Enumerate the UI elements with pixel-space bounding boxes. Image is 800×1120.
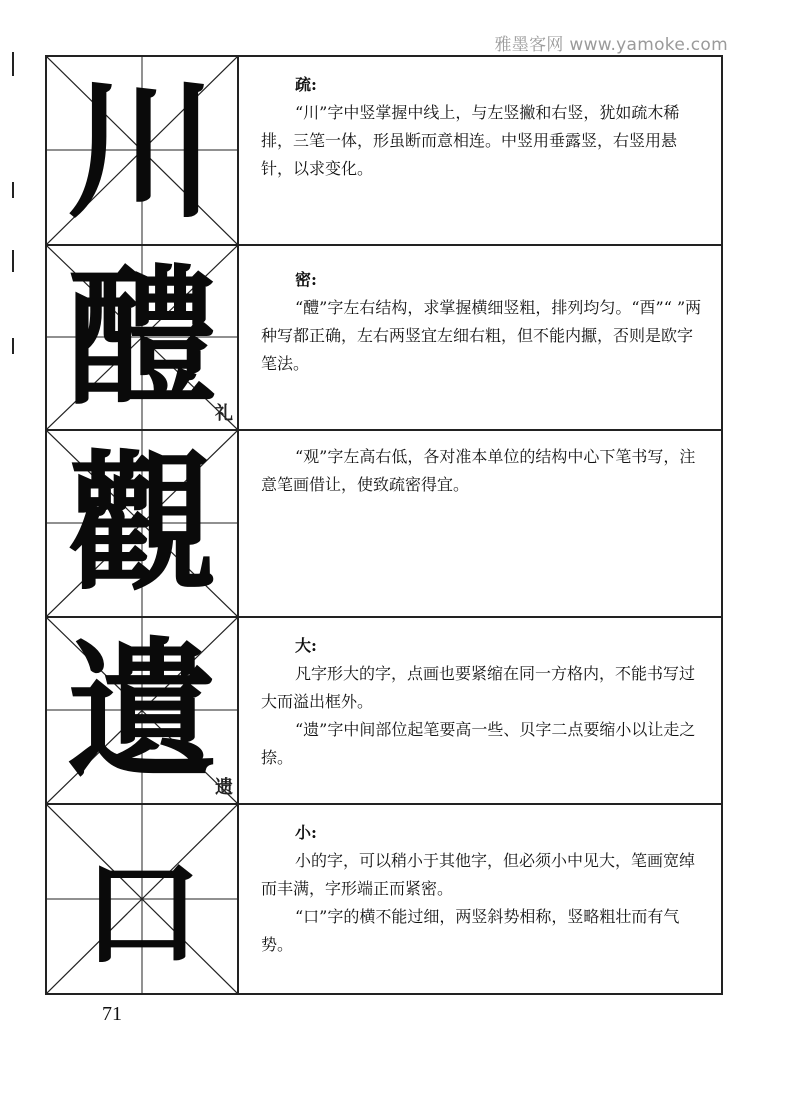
section-heading: 疏: bbox=[295, 75, 317, 94]
margin-mark bbox=[12, 338, 14, 354]
mi-grid-cell bbox=[47, 805, 239, 993]
explanation-paragraph: “遗”字中间部位起笔要高一些、贝字二点要缩小以让走之捺。 bbox=[261, 720, 696, 767]
explanation-text bbox=[239, 618, 721, 803]
calligraphy-character: 川 bbox=[66, 62, 217, 239]
calligraphy-character: 醴 bbox=[66, 249, 217, 426]
explanation-paragraph: “川”字中竖掌握中线上，与左竖撇和右竖，犹如疏木稀排，三笔一体，形虽断而意相连。中竖用垂露竖，右竖用悬针，以求变化。 bbox=[261, 103, 680, 178]
character-row bbox=[47, 805, 721, 993]
explanation-paragraph: 小的字，可以稍小于其他字，但必须小中见大，笔画宽绰而丰满，字形端正而紧密。 bbox=[261, 851, 696, 898]
variant-character: 遗 bbox=[215, 777, 233, 798]
practice-sheet bbox=[45, 55, 723, 995]
section-heading: 大: bbox=[295, 636, 317, 655]
mi-grid-cell bbox=[47, 246, 239, 429]
calligraphy-character: 觀 bbox=[66, 435, 217, 612]
page-number: 71 bbox=[102, 1003, 122, 1025]
mi-grid-cell bbox=[47, 431, 239, 616]
character-row bbox=[47, 618, 721, 805]
character-row bbox=[47, 246, 721, 431]
calligraphy-character: 遺 bbox=[66, 622, 217, 799]
character-row bbox=[47, 57, 721, 246]
character-row bbox=[47, 431, 721, 618]
margin-mark bbox=[12, 182, 14, 198]
explanation-text bbox=[239, 431, 721, 616]
watermark: 雅墨客网 www.yamoke.com bbox=[494, 35, 728, 55]
mi-grid-cell bbox=[47, 618, 239, 803]
margin-mark bbox=[12, 52, 14, 76]
explanation-paragraph: “口”字的横不能过细，两竖斜势相称，竖略粗壮而有气势。 bbox=[261, 907, 680, 954]
explanation-text bbox=[239, 805, 721, 993]
mi-grid-cell bbox=[47, 57, 239, 244]
explanation-paragraph: 凡字形大的字，点画也要紧缩在同一方格内，不能书写过大而溢出框外。 bbox=[261, 664, 696, 711]
section-heading: 密: bbox=[295, 270, 317, 289]
explanation-text bbox=[239, 246, 721, 429]
margin-mark bbox=[12, 250, 14, 272]
explanation-paragraph: “观”字左高右低，各对准本单位的结构中心下笔书写，注意笔画借让，使致疏密得宜。 bbox=[261, 447, 696, 494]
explanation-paragraph: “醴”字左右结构，求掌握横细竖粗，排列均匀。“酉”“ ”两种写都正确，左右两竖宜左细右粗，但不能内擫，否则是欧字笔法。 bbox=[261, 298, 702, 373]
section-heading: 小: bbox=[295, 823, 317, 842]
variant-character: 礼 bbox=[215, 403, 233, 424]
explanation-text bbox=[239, 57, 721, 244]
calligraphy-character: 口 bbox=[82, 843, 202, 984]
